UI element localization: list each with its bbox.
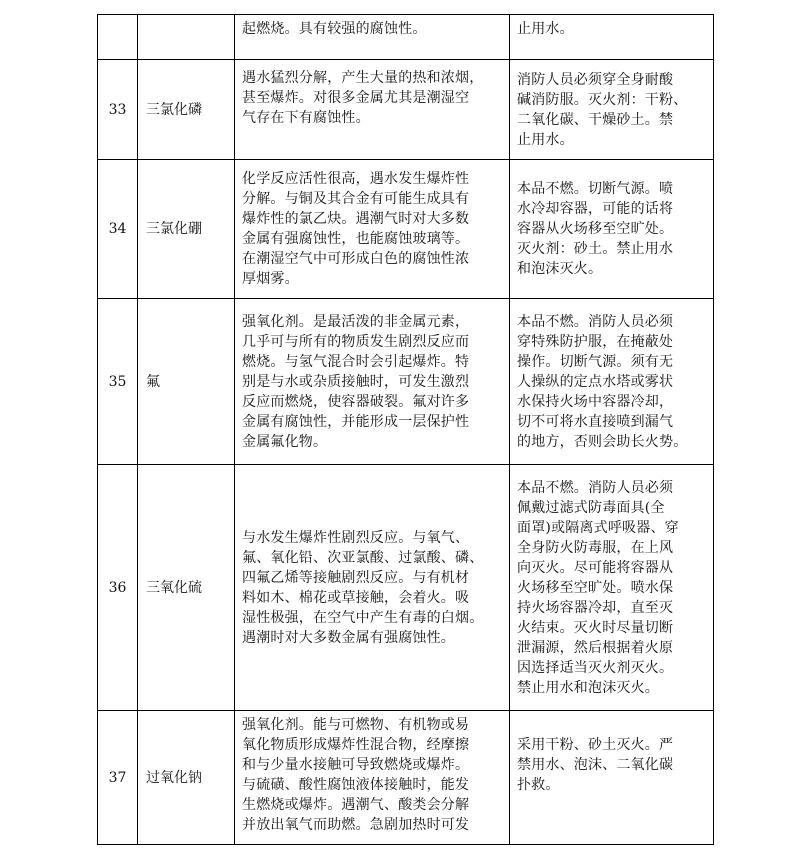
firefighting-cell <box>510 465 714 711</box>
table-row <box>98 160 714 299</box>
row-number: 35 <box>98 299 138 465</box>
table-row <box>98 299 714 465</box>
chemical-name: 过氧化钠 <box>138 711 235 845</box>
properties-cell <box>235 299 510 465</box>
row-number: 33 <box>98 60 138 160</box>
chemical-name <box>138 15 235 60</box>
firefighting-text: 止用水。 <box>517 21 574 37</box>
firefighting-text: 本品不燃。消防人员必须 佩戴过滤式防毒面具(全 面罩)或隔离式呼吸器、穿 全身防火防毒服，在上风 向灭火。尽可能将容器从 火场移至空旷处。喷水保 持火场容器冷却，直至灭 火结束。灭火时尽量切断 泄漏源，然后根据着火原 因选择适当灭火剂灭火。 禁止用水和泡沫灭火。 <box>517 479 679 696</box>
chemical-name: 三氧化硫 <box>138 465 235 711</box>
properties-text: 强氧化剂。是最活泼的非金属元素， 几乎可与所有的物质发生剧烈反应而 燃烧。与氢气混合时会引起爆炸。特 别是与水或杂质接触时，可发生激烈 反应而燃烧，使容器破裂。氟对许多 金属有腐蚀性，并能形成一层保护性 金属氟化物。 <box>242 313 470 450</box>
table-row <box>98 711 714 845</box>
firefighting-cell <box>510 15 714 60</box>
properties-cell <box>235 465 510 711</box>
properties-text: 强氧化剂。能与可燃物、有机物或易 氧化物质形成爆炸性混合物，经摩擦 和与少量水接触可导致燃烧或爆炸。 与硫磺、酸性腐蚀液体接触时，能发 生燃烧或爆炸。遇潮气、酸类会分解 并放出氧气而助燃。急剧加热时可发 <box>242 717 470 833</box>
firefighting-cell <box>510 60 714 160</box>
table-row <box>98 15 714 60</box>
properties-cell <box>235 15 510 60</box>
firefighting-cell <box>510 160 714 299</box>
properties-text: 化学反应活性很高，遇水发生爆炸性 分解。与铜及其合金有可能生成具有 爆炸性的氯乙炔。遇潮气时对大多数 金属有强腐蚀性，也能腐蚀玻璃等。 在潮湿空气中可形成白色的腐蚀性浓 厚烟雾。 <box>242 171 470 287</box>
chemical-name: 三氯化硼 <box>138 160 235 299</box>
row-number: 36 <box>98 465 138 711</box>
properties-cell <box>235 60 510 160</box>
properties-text: 起燃烧。具有较强的腐蚀性。 <box>242 21 427 37</box>
properties-text: 遇水猛烈分解，产生大量的热和浓烟， 甚至爆炸。对很多金属尤其是潮湿空 气存在下有腐蚀性。 <box>242 70 484 126</box>
firefighting-cell <box>510 711 714 845</box>
firefighting-text: 消防人员必须穿全身耐酸 碱消防服。灭火剂：干粉、 二氧化碳、干燥砂土。禁 止用水。 <box>517 71 688 148</box>
properties-text: 与水发生爆炸性剧烈反应。与氧气、 氟、氧化铅、次亚氯酸、过氯酸、磷、 四氟乙烯等接触剧烈反应。与有机材 料如木、棉花或草接触，会着火。吸 湿性极强，在空气中产生有毒的白烟。 遇潮时对大多数金属有强腐蚀性。 <box>242 529 484 646</box>
chemical-name: 三氯化磷 <box>138 60 235 160</box>
properties-cell <box>235 160 510 299</box>
row-number: 34 <box>98 160 138 299</box>
firefighting-text: 采用干粉、砂土灭火。严 禁用水、泡沫、二氧化碳 扑救。 <box>517 737 674 793</box>
chemical-name: 氟 <box>138 299 235 465</box>
table-row <box>98 465 714 711</box>
hazard-table <box>97 14 714 845</box>
properties-cell <box>235 711 510 845</box>
firefighting-text: 本品不燃。消防人员必须 穿特殊防护服，在掩蔽处 操作。切断气源。须有无 人操纵的定点水塔或雾状 水保持火场中容器冷却， 切不可将水直接喷到漏气 的地方，否则会助长火势。 <box>517 313 688 450</box>
table-row <box>98 60 714 160</box>
row-number: 37 <box>98 711 138 845</box>
firefighting-text: 本品不燃。切断气源。喷 水冷却容器，可能的话将 容器从火场移至空旷处。 灭火剂：砂土。禁止用水 和泡沫灭火。 <box>517 181 674 277</box>
row-number <box>98 15 138 60</box>
firefighting-cell <box>510 299 714 465</box>
